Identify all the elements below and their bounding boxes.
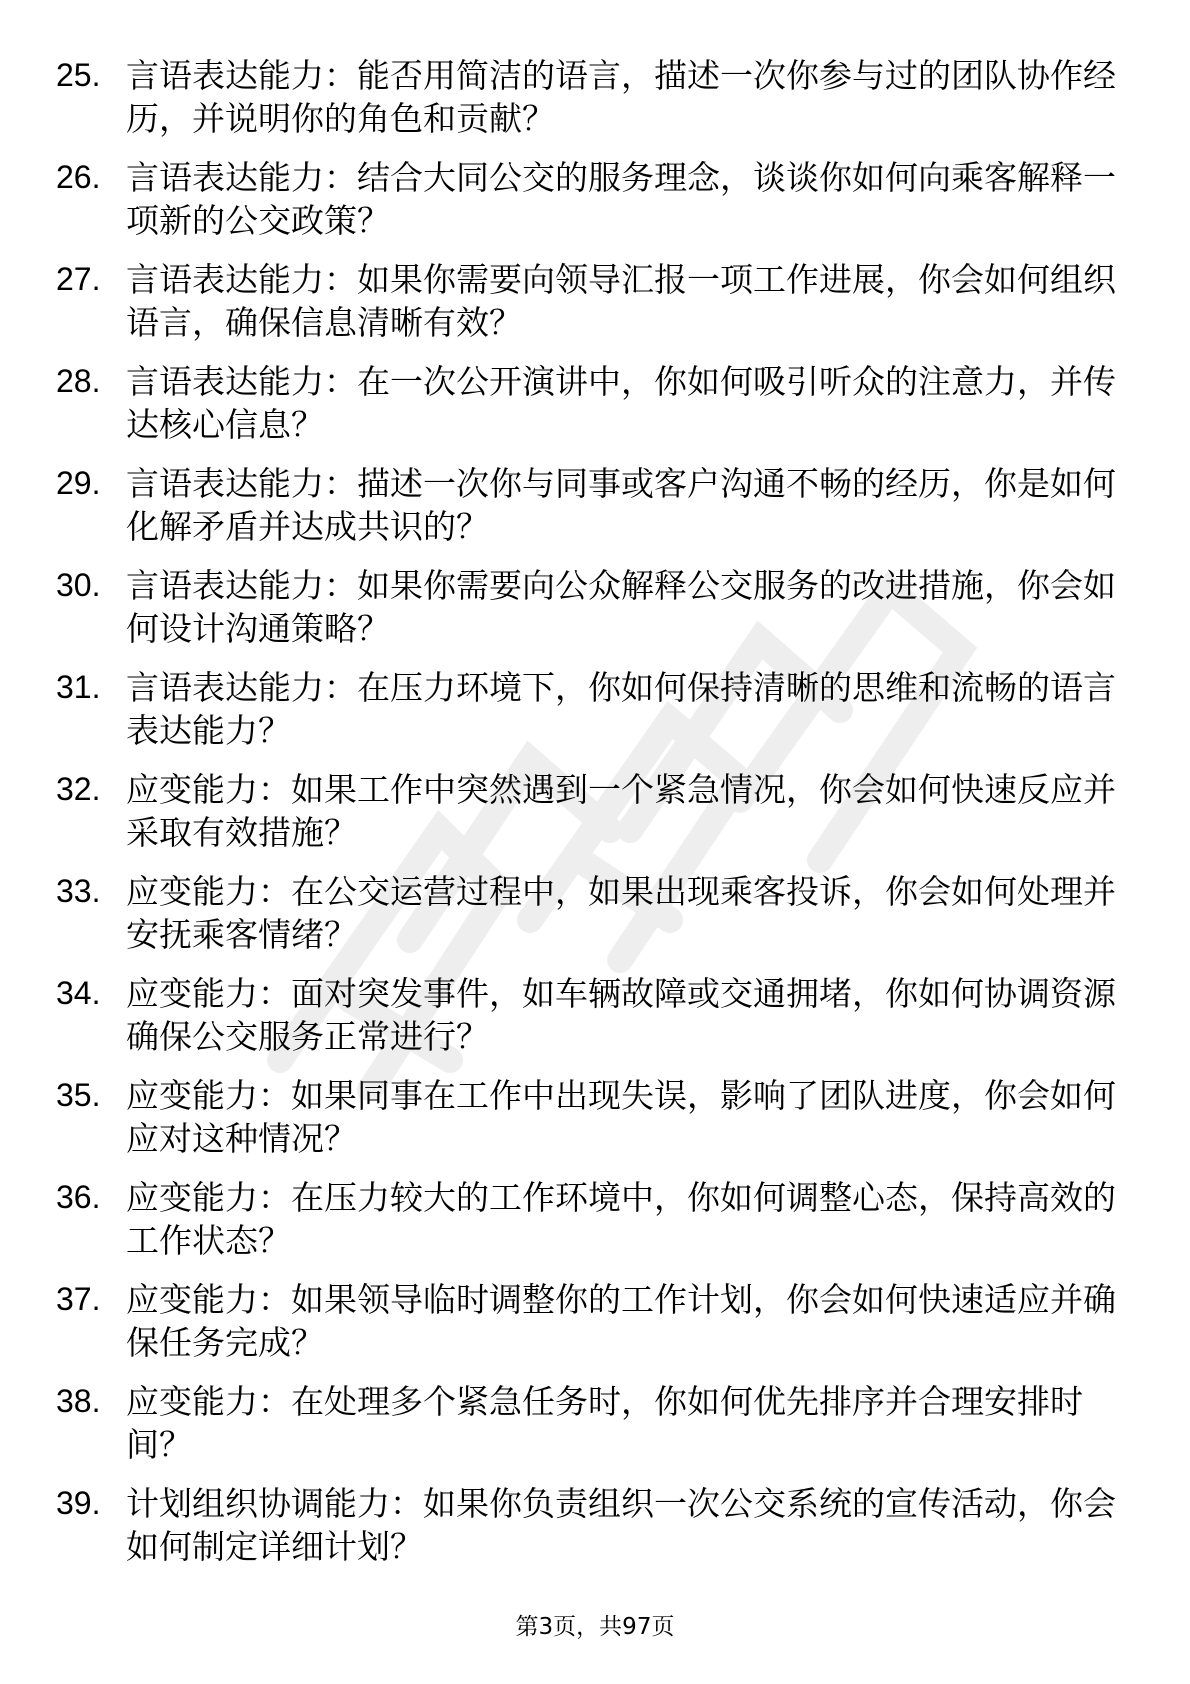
question-item [56,1176,1116,1278]
question-number: 27. [56,261,101,297]
question-text: 计划组织协调能力：如果你负责组织一次公交系统的宣传活动，你会如何制定详细计划？ [126,1484,1116,1566]
question-text: 言语表达能力：结合大同公交的服务理念，谈谈你如何向乘客解释一项新的公交政策？ [126,158,1116,240]
question-number: 28. [56,363,101,399]
question-text: 言语表达能力：如果你需要向公众解释公交服务的改进措施，你会如何设计沟通策略？ [126,566,1116,648]
question-item [56,972,1116,1074]
question-number: 38. [56,1383,101,1419]
question-number: 31. [56,669,101,705]
question-number: 37. [56,1281,101,1317]
question-item [56,1380,1116,1482]
question-number: 36. [56,1179,101,1215]
question-item [56,1278,1116,1380]
question-text: 应变能力：如果领导临时调整你的工作计划，你会如何快速适应并确保任务完成？ [126,1280,1116,1362]
question-item [56,1074,1116,1176]
question-text: 应变能力：如果同事在工作中出现失误，影响了团队进度，你会如何应对这种情况？ [126,1076,1116,1158]
question-number: 29. [56,465,101,501]
question-number: 34. [56,975,101,1011]
question-item [56,156,1116,258]
question-list [56,54,1116,1584]
question-item [56,870,1116,972]
question-item [56,768,1116,870]
question-text: 言语表达能力：在一次公开演讲中，你如何吸引听众的注意力，并传达核心信息？ [126,362,1116,444]
question-item [56,462,1116,564]
question-number: 25. [56,57,101,93]
question-text: 言语表达能力：能否用简洁的语言，描述一次你参与过的团队协作经历，并说明你的角色和贡献？ [126,56,1116,138]
question-text: 言语表达能力：如果你需要向领导汇报一项工作进展，你会如何组织语言，确保信息清晰有效？ [126,260,1116,342]
question-text: 言语表达能力：描述一次你与同事或客户沟通不畅的经历，你是如何化解矛盾并达成共识的？ [126,464,1116,546]
question-item [56,666,1116,768]
question-number: 35. [56,1077,101,1113]
page-footer: 第3页，共97页 [515,1614,675,1640]
question-number: 32. [56,771,101,807]
question-item [56,564,1116,666]
question-number: 30. [56,567,101,603]
question-item [56,360,1116,462]
question-item [56,54,1116,156]
question-text: 应变能力：在处理多个紧急任务时，你如何优先排序并合理安排时间？ [126,1382,1083,1464]
question-text: 应变能力：在公交运营过程中，如果出现乘客投诉，你会如何处理并安抚乘客情绪？ [126,872,1116,954]
question-number: 39. [56,1485,101,1521]
question-text: 应变能力：面对突发事件，如车辆故障或交通拥堵，你如何协调资源确保公交服务正常进行？ [126,974,1116,1056]
question-number: 26. [56,159,101,195]
question-text: 言语表达能力：在压力环境下，你如何保持清晰的思维和流畅的语言表达能力？ [126,668,1116,750]
question-text: 应变能力：在压力较大的工作环境中，你如何调整心态，保持高效的工作状态？ [126,1178,1116,1260]
question-item [56,258,1116,360]
question-item [56,1482,1116,1584]
question-number: 33. [56,873,101,909]
question-text: 应变能力：如果工作中突然遇到一个紧急情况，你会如何快速反应并采取有效措施？ [126,770,1116,852]
